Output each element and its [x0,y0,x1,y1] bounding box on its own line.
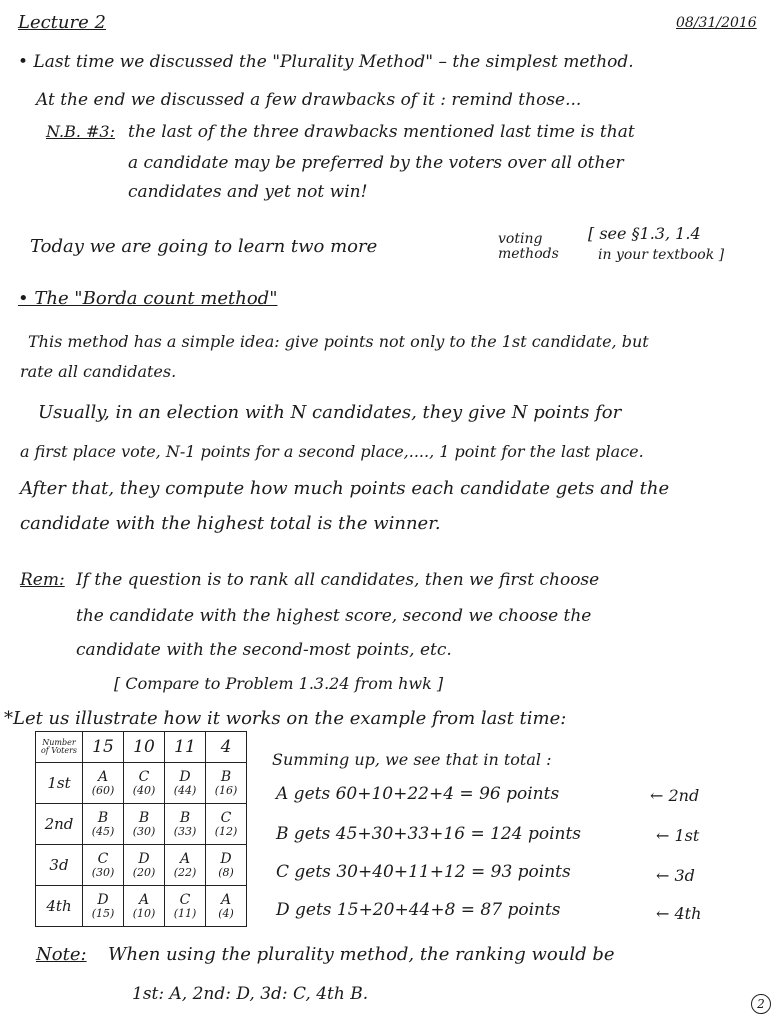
intro-line-1: • Last time we discussed the "Plurality Method" – the simplest method. [18,52,634,72]
cell-candidate: C [179,891,191,908]
borda-p2-line-3: After that, they compute how much points each candidate gets and the [20,478,670,499]
cell-points: (40) [132,783,156,797]
cell-points: (33) [173,824,197,838]
borda-heading: • The "Borda count method" [18,288,278,309]
note-label: Note: [36,944,87,965]
cell-points: (45) [91,824,115,838]
rem-line-3: candidate with the second-most points, etc. [76,640,452,660]
cell-candidate: D [179,768,191,785]
cell-candidate: C [97,850,109,867]
table-cell [124,763,165,804]
cell-points: (10) [132,906,156,920]
voters-4: 4 [206,732,247,763]
table-cell [83,845,124,886]
cell-points: (20) [132,865,156,879]
voters-15: 15 [83,732,124,763]
table-cell [83,804,124,845]
table-cell [165,886,206,927]
rank-a: ← 2nd [650,786,700,805]
borda-p2-line-2: a first place vote, N-1 points for a second place,...., 1 point for the last place. [20,442,644,461]
table-cell [83,886,124,927]
table-cell [165,763,206,804]
nb-line-2: a candidate may be preferred by the voters over all other [128,153,624,173]
table-cell [165,845,206,886]
intro-line-2: At the end we discussed a few drawbacks of it : remind those... [36,90,582,110]
cell-candidate: C [220,809,232,826]
table-cell [206,845,247,886]
corner-cell [36,732,83,763]
nb-line-3: candidates and yet not win! [128,182,368,202]
table-row [36,845,247,886]
lecture-date: 08/31/2016 [676,15,757,31]
preference-table [35,731,247,927]
voting-methods: voting methods [498,231,559,262]
voters-11: 11 [165,732,206,763]
place-label: 4th [36,886,83,927]
today-text: Today we are going to learn two more [30,236,378,257]
textbook-ref-line-1: [ see §1.3, 1.4 [588,224,701,243]
cell-candidate: A [179,850,191,867]
cell-candidate: A [138,891,150,908]
borda-p1-line-2: rate all candidates. [20,362,177,381]
lecture-title: Lecture 2 [18,12,106,33]
cell-points: (16) [214,783,238,797]
corner-line-1: Number [42,737,76,747]
table-row [36,763,247,804]
table-cell [206,763,247,804]
note-line-2: 1st: A, 2nd: D, 3d: C, 4th B. [132,984,369,1004]
borda-p2-line-4: candidate with the highest total is the winner. [20,513,441,534]
summing-heading: Summing up, we see that in total : [272,750,552,769]
cell-candidate: B [179,809,191,826]
table-row [36,886,247,927]
table-cell [124,804,165,845]
cell-candidate: B [220,768,232,785]
sum-line-a: A gets 60+10+22+4 = 96 points [276,784,560,804]
table-header-row [36,732,247,763]
sum-line-d: D gets 15+20+44+8 = 87 points [276,900,561,920]
table-cell [206,804,247,845]
cell-candidate: D [97,891,109,908]
illustrate-line: *Let us illustrate how it works on the example from last time: [4,708,567,729]
rem-line-2: the candidate with the highest score, second we choose the [76,606,592,626]
cell-points: (8) [218,865,234,879]
page-number: 2 [751,994,771,1014]
cell-points: (30) [91,865,115,879]
rem-label: Rem: [20,570,65,590]
table-cell [124,845,165,886]
cell-points: (15) [91,906,115,920]
cell-points: (12) [214,824,238,838]
table-cell [206,886,247,927]
cell-candidate: B [97,809,109,826]
rank-b: ← 1st [656,826,700,845]
table-cell [165,804,206,845]
voters-10: 10 [124,732,165,763]
rank-d: ← 4th [656,904,702,923]
corner-line-2: of Voters [40,746,78,755]
table-row [36,804,247,845]
cell-points: (4) [218,906,234,920]
cell-candidate: D [220,850,232,867]
cell-candidate: D [138,850,150,867]
rem-line-4: [ Compare to Problem 1.3.24 from hwk ] [114,674,444,693]
cell-points: (30) [132,824,156,838]
borda-p1-line-1: This method has a simple idea: give points not only to the 1st candidate, but [28,332,649,351]
cell-points: (11) [173,906,197,920]
cell-candidate: B [138,809,150,826]
cell-candidate: A [220,891,232,908]
cell-candidate: C [138,768,150,785]
rem-line-1: If the question is to rank all candidates, then we first choose [76,570,600,590]
nb-line-1: the last of the three drawbacks mentioned last time is that [128,122,635,142]
cell-candidate: A [97,768,109,785]
sum-line-b: B gets 45+30+33+16 = 124 points [276,824,582,844]
note-line-1: When using the plurality method, the ranking would be [108,944,615,965]
place-label: 2nd [36,804,83,845]
table-cell [124,886,165,927]
sum-line-c: C gets 30+40+11+12 = 93 points [276,862,571,882]
nb-label: N.B. #3: [46,122,115,141]
table-cell [83,763,124,804]
cell-points: (44) [173,783,197,797]
cell-points: (22) [173,865,197,879]
rank-c: ← 3d [656,866,695,885]
textbook-ref-line-2: in your textbook ] [598,247,725,263]
place-label: 3d [36,845,83,886]
place-label: 1st [36,763,83,804]
cell-points: (60) [91,783,115,797]
borda-p2-line-1: Usually, in an election with N candidates, they give N points for [38,402,622,423]
